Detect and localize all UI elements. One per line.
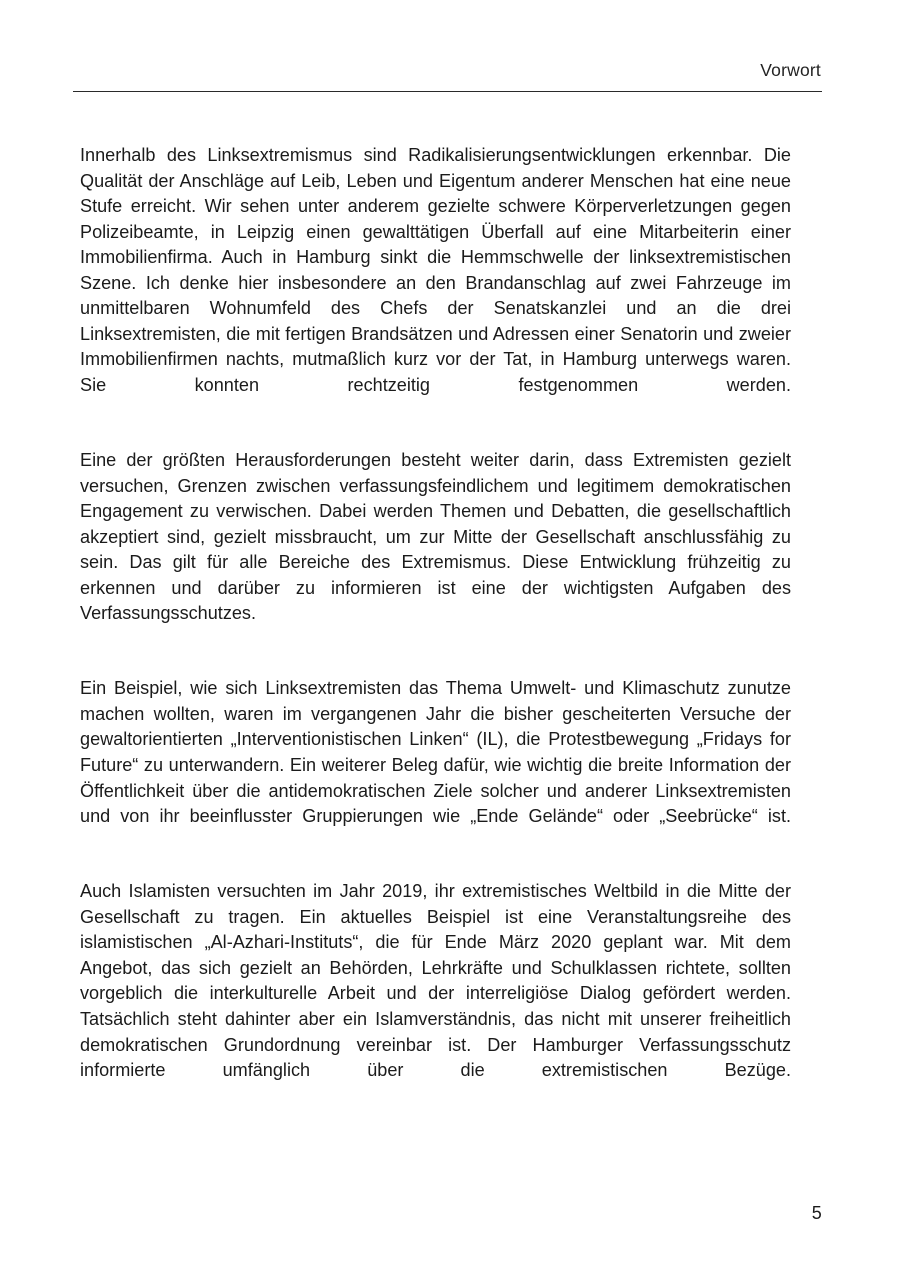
body-paragraph-4: Auch Islamisten versuchten im Jahr 2019, ihr extremistisches Weltbild in die Mitte der Gesellschaft zu tragen. Ein aktuelles Beispiel ist eine Veranstaltungsreihe des islamistischen „Al-Azhari-Instituts“, die für Ende März 2020 geplant war. Mit dem Angebot, das sich gezielt an Behörden, Lehrkräfte und Schulklassen richtete, sollten vorgeblich die interkulturelle Arbeit und der interreligiöse Dialog gefördert werden. Tatsächlich steht dahinter aber ein Islamverständnis, das nicht mit unserer freiheitlich demokratischen Grundordnung vereinbar ist. Der Hamburger Verfassungsschutz informierte umfänglich über die extremistischen Bezüge. <box>80 881 791 1081</box>
body-text-column <box>80 143 791 1109</box>
body-paragraph-1: Innerhalb des Linksextremismus sind Radikalisierungsentwicklungen erkennbar. Die Qualität der Anschläge auf Leib, Leben und Eigentum anderer Menschen hat eine neue Stufe erreicht. Wir sehen unter anderem gezielte schwere Körperverletzungen gegen Polizeibeamte, in Leipzig einen gewalttätigen Überfall auf eine Mitarbeiterin einer Immobilienfirma. Auch in Hamburg sinkt die Hemmschwelle der linksextremistischen Szene. Ich denke hier insbesondere an den Brandanschlag auf zwei Fahrzeuge im unmittelbaren Wohnumfeld des Chefs der Senatskanzlei und an die drei Linksextremisten, die mit fertigen Brandsätzen und Adressen einer Senatorin und zweier Immobilienfirmen nachts, mutmaßlich kurz vor der Tat, in Hamburg unterwegs waren. Sie konnten rechtzeitig festgenommen werden. <box>80 145 791 395</box>
body-paragraph-3: Ein Beispiel, wie sich Linksextremisten das Thema Umwelt- und Klimaschutz zunutze machen wollten, waren im vergangenen Jahr die bisher gescheiterten Versuche der gewaltorientierten „Interventionistischen Linken“ (IL), die Protestbewegung „Fridays for Future“ zu unterwandern. Ein weiterer Beleg dafür, wie wichtig die breite Information der Öffentlichkeit über die antidemokratischen Ziele solcher und anderer Linksextremisten und von ihr beeinflusster Gruppierungen wie „Ende Gelände“ oder „Seebrücke“ ist. <box>80 678 791 827</box>
running-head-rule <box>73 91 822 92</box>
body-paragraph-2: Eine der größten Herausforderungen besteht weiter darin, dass Extremisten gezielt versuchen, Grenzen zwischen verfassungsfeindlichem und legitimem demokratischen Engagement zu verwischen. Dabei werden Themen und Debatten, die gesellschaftlich akzeptiert sind, gezielt missbraucht, um zur Mitte der Gesellschaft anschlussfähig zu sein. Das gilt für alle Bereiche des Extremismus. Diese Entwicklung frühzeitig zu erkennen und darüber zu informieren ist eine der wichtigsten Aufgaben des Verfassungsschutzes. <box>80 450 791 624</box>
running-head-title: Vorwort <box>760 60 821 80</box>
running-head <box>73 58 822 94</box>
page-number: 5 <box>811 1203 822 1223</box>
page-footer <box>73 1202 822 1224</box>
